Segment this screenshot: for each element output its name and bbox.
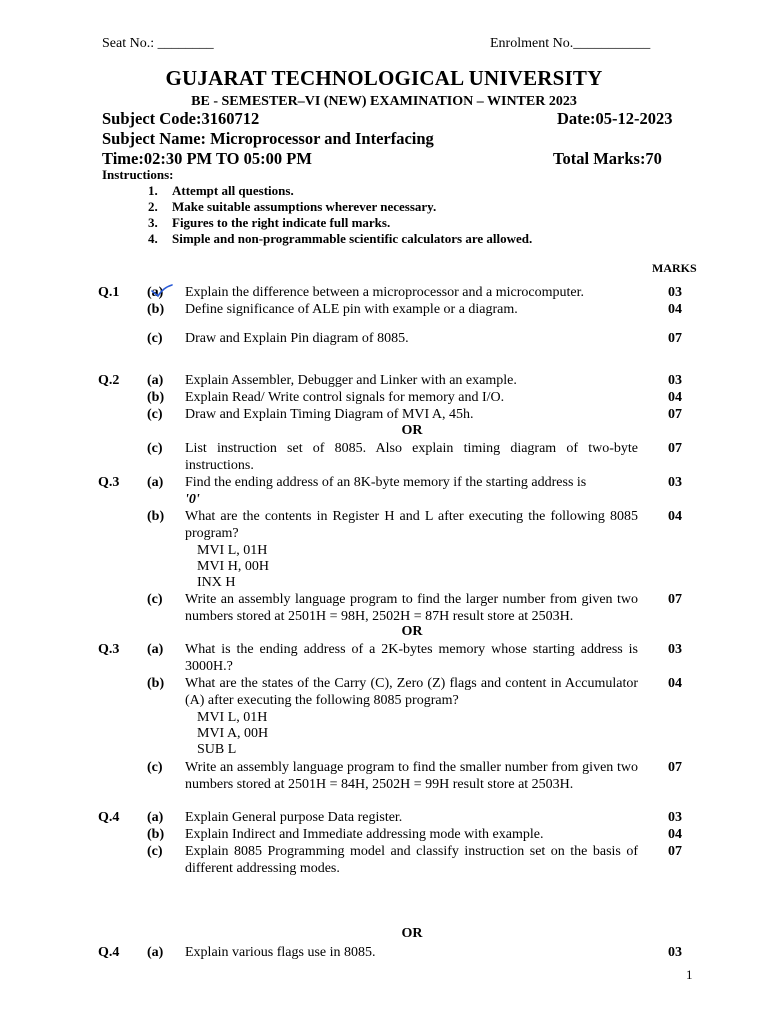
question-text: Explain Assembler, Debugger and Linker with an example.	[185, 373, 517, 388]
code-line: MVI L, 01H	[197, 543, 268, 558]
question-marks: 04	[668, 509, 682, 524]
university-title: GUJARAT TECHNOLOGICAL UNIVERSITY	[165, 66, 603, 90]
question-number: Q.3	[98, 642, 120, 657]
question-marks: 03	[668, 285, 682, 300]
sub-question-label: (b)	[147, 827, 165, 842]
question-marks: 03	[668, 475, 682, 490]
question-marks: 07	[668, 760, 682, 775]
question-marks: 03	[668, 810, 682, 825]
question-marks: 04	[668, 827, 682, 842]
question-marks: 04	[668, 390, 682, 405]
sub-question-label: (a)	[147, 945, 164, 960]
code-line: SUB L	[197, 742, 237, 757]
sub-question-label: (b)	[147, 390, 165, 405]
question-marks: 07	[668, 441, 682, 456]
question-text: Write an assembly language program to find the smaller number from given two numbers stored at 2501H = 84H, 2502H = 99H result store at 2503H.	[185, 760, 638, 792]
question-marks: 07	[668, 331, 682, 346]
code-line: MVI H, 00H	[197, 559, 269, 574]
instruction-item: 3. Figures to the right indicate full marks.	[148, 215, 391, 230]
question-text: Draw and Explain Pin diagram of 8085.	[185, 331, 409, 346]
sub-question-label: (a)	[147, 475, 164, 490]
code-line: MVI L, 01H	[197, 710, 268, 725]
sub-question-label: (b)	[147, 676, 165, 691]
question-text-continued: '0'	[185, 492, 200, 507]
or-separator: OR	[401, 624, 423, 639]
sub-question-label: (a)	[147, 285, 164, 300]
question-number: Q.2	[98, 373, 120, 388]
exam-time: Time:02:30 PM TO 05:00 PM	[102, 149, 312, 168]
question-text: Explain the difference between a microprocessor and a microcomputer.	[185, 285, 584, 300]
instruction-item: 2. Make suitable assumptions wherever necessary.	[148, 199, 437, 214]
sub-question-label: (a)	[147, 810, 164, 825]
question-text: Find the ending address of an 8K-byte memory if the starting address is	[185, 475, 587, 490]
sub-question-label: (b)	[147, 509, 165, 524]
question-marks: 04	[668, 302, 682, 317]
question-text: What are the contents in Register H and L after executing the following 8085 program?	[185, 509, 638, 541]
or-separator: OR	[401, 423, 423, 438]
question-number: Q.4	[98, 945, 120, 960]
code-line: INX H	[197, 575, 236, 590]
question-text: What is the ending address of a 2K-bytes memory whose starting address is 3000H.?	[185, 642, 638, 674]
sub-question-label: (c)	[147, 331, 163, 346]
question-text: Write an assembly language program to find the larger number from given two numbers stored at 2501H = 98H, 2502H = 87H result store at 2503H.	[185, 592, 638, 624]
question-marks: 07	[668, 844, 682, 859]
or-separator: OR	[401, 926, 423, 941]
question-marks: 07	[668, 592, 682, 607]
question-text: Explain Indirect and Immediate addressing mode with example.	[185, 827, 544, 842]
question-marks: 03	[668, 642, 682, 657]
sub-question-label: (c)	[147, 441, 163, 456]
question-text: Define significance of ALE pin with example or a diagram.	[185, 302, 518, 317]
code-line: MVI A, 00H	[197, 726, 269, 741]
exam-date: Date:05-12-2023	[557, 109, 673, 128]
question-text: Explain 8085 Programming model and classify instruction set on the basis of different addressing modes.	[185, 844, 638, 876]
sub-question-label: (b)	[147, 302, 165, 317]
marks-column-heading: MARKS	[652, 261, 697, 275]
sub-question-label: (a)	[147, 373, 164, 388]
question-number: Q.4	[98, 810, 120, 825]
total-marks: Total Marks:70	[553, 149, 662, 168]
sub-question-label: (c)	[147, 844, 163, 859]
question-number: Q.1	[98, 285, 120, 300]
sub-question-label: (c)	[147, 592, 163, 607]
subject-name: Subject Name: Microprocessor and Interfacing	[102, 129, 434, 148]
exam-title: BE - SEMESTER–VI (NEW) EXAMINATION – WINTER 2023	[191, 94, 577, 109]
question-text: Draw and Explain Timing Diagram of MVI A, 45h.	[185, 407, 474, 422]
question-text: List instruction set of 8085. Also explain timing diagram of two-byte instructions.	[185, 441, 638, 473]
sub-question-label: (c)	[147, 407, 163, 422]
question-marks: 07	[668, 407, 682, 422]
question-text: Explain various flags use in 8085.	[185, 945, 376, 960]
instructions-title: Instructions:	[102, 167, 174, 182]
page-number: 1	[686, 967, 693, 982]
question-marks: 03	[668, 945, 682, 960]
question-text: Explain General purpose Data register.	[185, 810, 403, 825]
question-marks: 03	[668, 373, 682, 388]
question-text: What are the states of the Carry (C), Zero (Z) flags and content in Accumulator (A) after executing the following 8085 program?	[185, 676, 638, 708]
subject-code: Subject Code:3160712	[102, 109, 260, 128]
question-text: Explain Read/ Write control signals for memory and I/O.	[185, 390, 505, 405]
question-marks: 04	[668, 676, 682, 691]
pen-tick-mark-icon	[150, 283, 174, 299]
instruction-item: 4. Simple and non-programmable scientific calculators are allowed.	[148, 231, 533, 246]
sub-question-label: (a)	[147, 642, 164, 657]
sub-question-label: (c)	[147, 760, 163, 775]
instruction-item: 1. Attempt all questions.	[148, 183, 294, 198]
seat-number-field: Seat No.: ________	[102, 36, 214, 51]
question-number: Q.3	[98, 475, 120, 490]
enrolment-number-field: Enrolment No.___________	[490, 36, 651, 51]
